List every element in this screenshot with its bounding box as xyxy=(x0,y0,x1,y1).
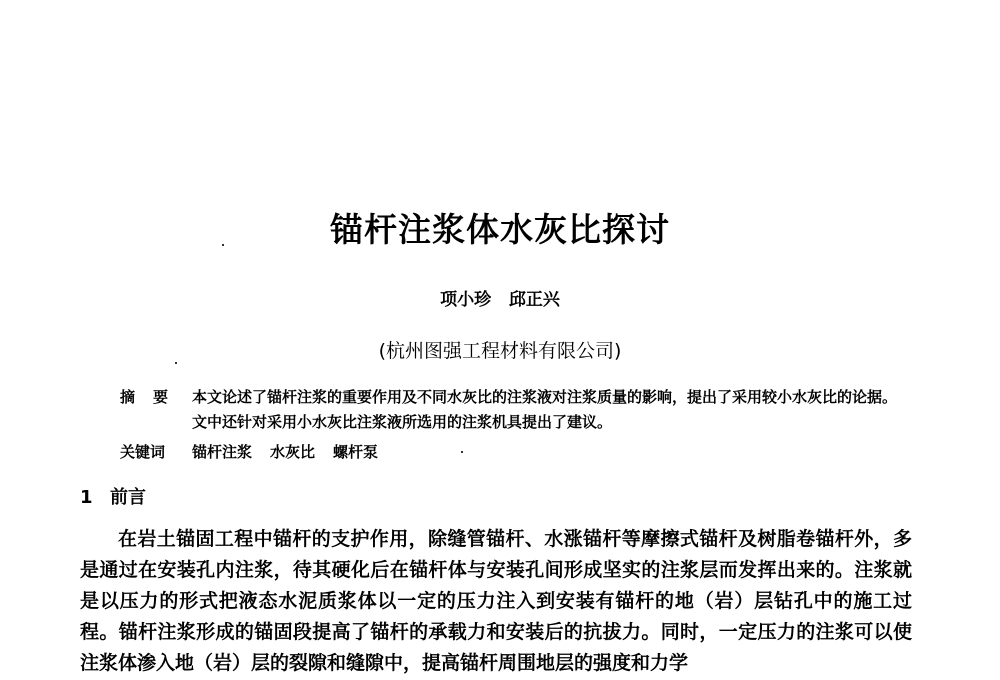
section-heading xyxy=(80,483,146,509)
section-number: 1 xyxy=(80,487,93,508)
scan-speck xyxy=(461,451,463,453)
section-title: 前言 xyxy=(110,487,146,508)
keyword: 水灰比 xyxy=(270,443,316,461)
keyword: 锚杆注浆 xyxy=(192,443,253,461)
paper-authors: 项小珍 邱正兴 xyxy=(440,290,560,310)
paper-affiliation: (杭州图强工程材料有限公司) xyxy=(378,340,622,362)
abstract-text: 本文论述了锚杆注浆的重要作用及不同水灰比的注浆液对注浆质量的影响，提出了采用较小水灰比的论据。文中还针对采用小水灰比注浆液所选用的注浆机具提出了建议。 xyxy=(192,388,898,431)
abstract-label: 摘要 xyxy=(120,388,187,406)
keywords-label: 关键词 xyxy=(120,443,166,461)
keywords-list xyxy=(192,441,378,462)
scan-speck xyxy=(222,244,224,246)
paper-title: 锚杆注浆体水灰比探讨 xyxy=(330,210,670,249)
keyword: 螺杆泵 xyxy=(333,443,379,461)
scan-speck xyxy=(175,362,177,364)
body-paragraph: 在岩土锚固工程中锚杆的支护作用，除缝管锚杆、水涨锚杆等摩擦式锚杆及树脂卷锚杆外，多是通过在安装孔内注浆，待其硬化后在锚杆体与安装孔间形成坚实的注浆层而发挥出来的。注浆就是以压力的形式把液态水泥质浆体以一定的压力注入到安装有锚杆的地（岩）层钻孔中的施工过程。锚杆注浆形成的锚固段提高了锚杆的承载力和安装后的抗拔力。同时，一定压力的注浆可以使注浆体渗入地（岩）层的裂隙和缝隙中，提高锚杆周围地层的强度和力学 xyxy=(80,528,912,674)
